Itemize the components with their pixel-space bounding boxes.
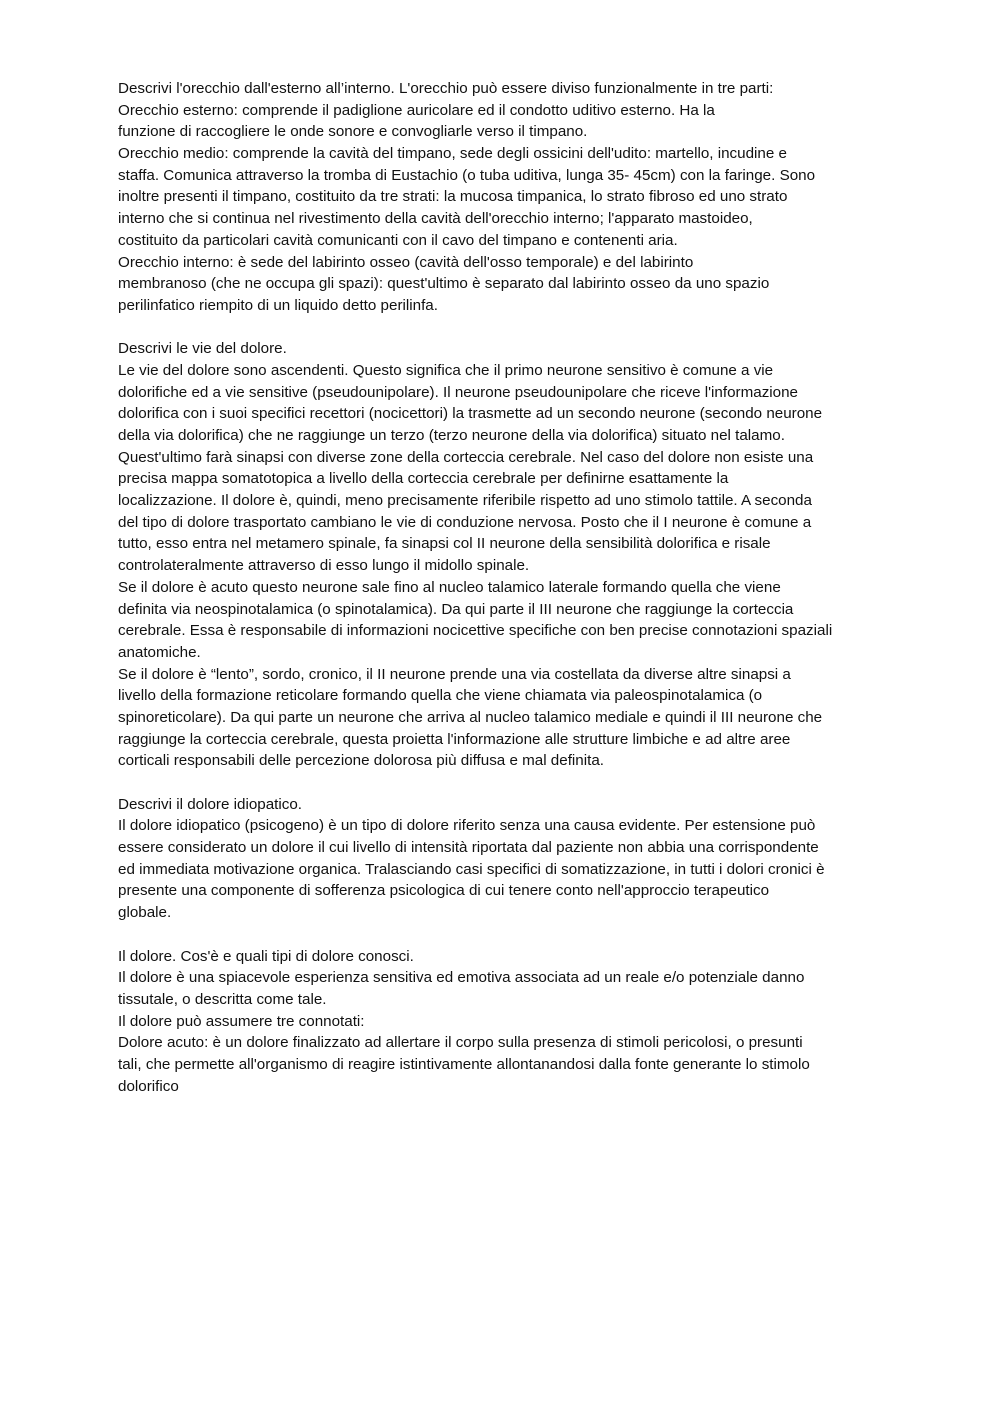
- text-line: precisa mappa somatotopica a livello della corteccia cerebrale per definirne esattamente la: [118, 470, 729, 488]
- text-line: globale.: [118, 904, 172, 922]
- text-line: presente una componente di sofferenza psicologica di cui tenere conto nell'approccio terapeutico: [118, 882, 770, 900]
- text-line: funzione di raccogliere le onde sonore e convogliarle verso il timpano.: [118, 123, 588, 141]
- text-line: Il dolore può assumere tre connotati:: [118, 1012, 365, 1030]
- text-line: costituito da particolari cavità comunicanti con il cavo del timpano e contenenti aria.: [118, 231, 678, 249]
- text-line: Descrivi l'orecchio dall'esterno all’interno. L'orecchio può essere diviso funzionalmente in tre parti:: [118, 80, 774, 97]
- text-line: tissutale, o descritta come tale.: [118, 990, 327, 1008]
- document-page: [118, 78, 888, 1097]
- text-line: interno che si continua nel rivestimento della cavità dell'orecchio interno; l'apparato mastoideo,: [118, 210, 753, 228]
- text-line: Se il dolore è acuto questo neurone sale fino al nucleo talamico laterale formando quella che viene: [118, 578, 781, 596]
- text-line: Quest'ultimo farà sinapsi con diverse zone della corteccia cerebrale. Nel caso del dolore non esiste una: [118, 448, 814, 466]
- text-line: Orecchio interno: è sede del labirinto osseo (cavità dell'osso temporale) e del labirinto: [118, 253, 694, 271]
- text-line: dolorifica con i suoi specifici recettori (nocicettori) la trasmette ad un secondo neurone (secondo neurone: [118, 405, 823, 423]
- text-line: definita via neospinotalamica (o spinotalamica). Da qui parte il III neurone che raggiunge la corteccia: [118, 600, 794, 618]
- text-line: inoltre presenti il timpano, costituito da tre strati: la mucosa timpanica, lo strato fibroso ed uno strato: [118, 188, 788, 206]
- text-line: cerebrale. Essa è responsabile di informazioni nocicettive specifiche con ben precise connotazioni spaziali: [118, 622, 833, 640]
- text-line: dolorifiche ed a vie sensitive (pseudounipolare). Il neurone pseudounipolare che riceve l'informazione: [118, 383, 798, 401]
- text-line: Descrivi il dolore idiopatico.: [118, 795, 303, 813]
- text-line: del tipo di dolore trasportato cambiano le vie di conduzione nervosa. Posto che il I neurone è comune a: [118, 513, 812, 531]
- blank-line: [118, 317, 888, 339]
- text-line: tali, che permette all'organismo di reagire istintivamente allontanandosi dalla fonte generante lo stimolo: [118, 1055, 810, 1073]
- text-line: raggiunge la corteccia cerebrale, questa proietta l'informazione alle strutture limbiche e ad altre aree: [118, 730, 791, 748]
- blank-line: [118, 772, 888, 794]
- text-line: perilinfatico riempito di un liquido detto perilinfa.: [118, 296, 438, 314]
- text-line: anatomiche.: [118, 643, 201, 661]
- text-line: spinoreticolare). Da qui parte un neurone che arriva al nucleo talamico mediale e quindi il III neurone che: [118, 708, 823, 726]
- text-line: Orecchio esterno: comprende il padiglione auricolare ed il condotto uditivo esterno. Ha la: [118, 101, 715, 119]
- text-line: ed immediata motivazione organica. Tralasciando casi specifici di somatizzazione, in tutti i dolori cronici è: [118, 860, 825, 878]
- text-line: staffa. Comunica attraverso la tromba di Eustachio (o tuba uditiva, lunga 35- 45cm) con la faringe. Sono: [118, 166, 816, 184]
- text-line: livello della formazione reticolare formando quella che viene chiamata via paleospinotalamica (o: [118, 687, 763, 705]
- text-line: della via dolorifica) che ne raggiunge un terzo (terzo neurone della via dolorifica) situato nel talamo.: [118, 427, 785, 444]
- text-line: tutto, esso entra nel metamero spinale, fa sinapsi col II neurone della sensibilità dolorifica e risale: [118, 535, 771, 553]
- text-line: essere considerato un dolore il cui livello di intensità riportata dal paziente non abbia una corrispondente: [118, 839, 819, 857]
- text-line: Orecchio medio: comprende la cavità del timpano, sede degli ossicini dell'udito: martello, incudine e: [118, 145, 787, 163]
- text-line: localizzazione. Il dolore è, quindi, meno precisamente riferibile rispetto ad uno stimolo tattile. A seconda: [118, 492, 812, 510]
- text-line: Le vie del dolore sono ascendenti. Questo significa che il primo neurone sensitivo è comune a vie: [118, 361, 774, 379]
- text-line: Se il dolore è “lento”, sordo, cronico, il II neurone prende una via costellata da diverse altre sinapsi a: [118, 665, 791, 683]
- text-line: Il dolore idiopatico (psicogeno) è un tipo di dolore riferito senza una causa evidente. Per estensione può: [118, 817, 816, 835]
- text-line: dolorifico: [118, 1077, 179, 1095]
- blank-line: [118, 924, 888, 946]
- text-line: controlateralmente attraverso di esso lungo il midollo spinale.: [118, 557, 530, 575]
- text-line: Il dolore è una spiacevole esperienza sensitiva ed emotiva associata ad un reale e/o potenziale danno: [118, 969, 805, 987]
- text-line: Descrivi le vie del dolore.: [118, 340, 287, 358]
- text-line: Dolore acuto: è un dolore finalizzato ad allertare il corpo sulla presenza di stimoli pericolosi, o presunti: [118, 1034, 803, 1052]
- text-line: membranoso (che ne occupa gli spazi): quest'ultimo è separato dal labirinto osseo da uno spazio: [118, 275, 770, 293]
- text-line: Il dolore. Cos'è e quali tipi di dolore conosci.: [118, 947, 414, 965]
- text-line: corticali responsabili delle percezione dolorosa più diffusa e mal definita.: [118, 752, 604, 770]
